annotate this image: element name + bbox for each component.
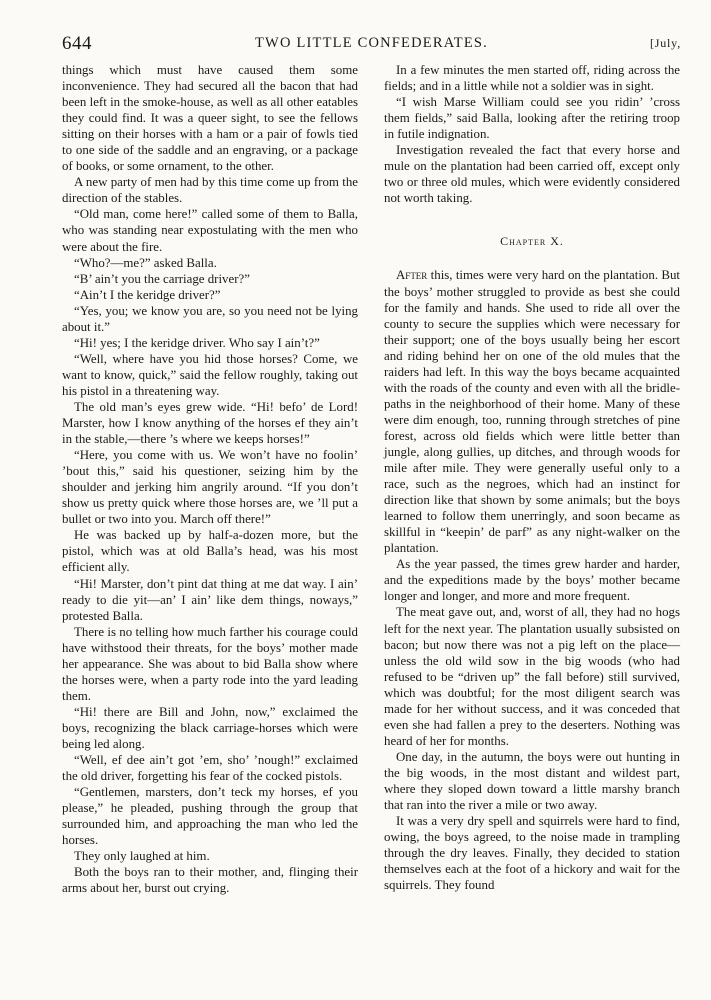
chapter-heading: Chapter X.	[500, 234, 564, 249]
opening-word: After	[396, 268, 428, 283]
paragraph: “Hi! Marster, don’t pint dat thing at me dat way. I ain’ ready to die yit—an’ I ain’ like dem things, noways,” protested Balla.	[62, 576, 358, 623]
paragraph: As the year passed, the times grew harder and harder, and the expeditions made by the boys’ mother became longer and longer, and more and more frequent.	[384, 557, 680, 604]
paragraph: “Yes, you; we know you are, so you need not be lying about it.”	[62, 303, 358, 334]
paragraph: “Gentlemen, marsters, don’t teck my horses, ef you please,” he pleaded, pushing through the group that surrounded him, and approaching the man who led the horses.	[62, 785, 358, 848]
left-column	[62, 62, 358, 896]
paragraph: A new party of men had by this time come up from the direction of the stables.	[62, 175, 358, 206]
paragraph: “Hi! there are Bill and John, now,” exclaimed the boys, recognizing the black carriage-horses which were being led along.	[62, 704, 358, 751]
paragraph: “B’ ain’t you the carriage driver?”	[74, 271, 250, 286]
paragraph: The meat gave out, and, worst of all, they had no hogs left for the next year. The plantation usually subsisted on bacon; but now there was not a pig left on the place—unless the old wild sow in the big woods (who had refused to be “driven up” the fall before) still survived, which was doubtful; for the most diligent search was made for her without success, and it was conceded that even she had fallen a prey to the deserters. Nothing was heard of her for months.	[384, 605, 680, 748]
right-column	[384, 62, 680, 893]
paragraph: They only laughed at him.	[74, 849, 210, 864]
paragraph: One day, in the autumn, the boys were out hunting in the big woods, in the most distant and wildest part, where they sloped down toward a little marshy branch that ran into the river a mile or two away.	[384, 749, 680, 813]
running-title: TWO LITTLE CONFEDERATES.	[255, 35, 488, 51]
paragraph: Both the boys ran to their mother, and, flinging their arms about her, burst out crying.	[62, 865, 358, 896]
paragraph: He was backed up by half-a-dozen more, but the pistol, which was at old Balla’s head, was his most efficient ally.	[62, 528, 358, 575]
page-number: 644	[62, 33, 92, 54]
paragraph: “Hi! yes; I the keridge driver. Who say I ain’t?”	[74, 335, 320, 350]
paragraph: “Well, where have you hid those horses? Come, we want to know, quick,” said the fellow roughly, taking out his pistol in a threatening way.	[62, 351, 358, 398]
paragraph: Investigation revealed the fact that every horse and mule on the plantation had been carried off, except only two or three old mules, which were evidently considered not worth taking.	[384, 143, 680, 206]
running-header	[62, 33, 681, 57]
opening-text: this, times were very hard on the plantation. But the boys’ mother struggled to provide as best she could for the family and hands. She used to ride all over the county to secure the supplies which were necessary for their support; one of the boys usually being her escort and riding behind her on one of the old mules that the raiders had left. In this way the boys became acquainted with the roads of the county and even with all the bridle-paths in the neighborhood of their home. Many of these were dim enough, too, running through stretches of pine forest, across old fields which were little better than jungle, along gullies, up ditches, and through woods for mile after mile. They were generally useful only to a race, such as the negroes, which had an instinct for direction like that shown by some animals; but the boys learned to follow them unerringly, and soon became as skillful in “keepin’ de parf” as any night-walker on the plantation.	[384, 268, 680, 556]
chapter-opening-paragraph	[384, 267, 680, 556]
paragraph: There is no telling how much farther his courage could have withstood their threats, for the boys’ mother made her appearance. She was about to bid Balla show where the horses were, when a party rode into the yard leading them.	[62, 624, 358, 703]
paragraph: “Well, ef dee ain’t got ’em, sho’ ’nough!” exclaimed the old driver, forgetting his fear of the cocked pistols.	[62, 753, 358, 784]
paragraph: “Who?—me?” asked Balla.	[74, 255, 217, 270]
paragraph: things which must have caused them some inconvenience. They had secured all the bacon that had been left in the smoke-house, as well as all other eatables they could find. It was a queer sight, to see the fellows sitting on their horses with a ham or a pair of fowls tied to one side of the saddle and an engraving, or a package of books, or some ornament, to the other.	[62, 63, 358, 174]
paragraph: “I wish Marse William could see you ridin’ ’cross them fields,” said Balla, looking after the retiring troop in futile indignation.	[384, 95, 680, 142]
running-date: [July,	[649, 36, 681, 50]
paragraph: It was a very dry spell and squirrels were hard to find, owing, the boys agreed, to the noise made in trampling through the dry leaves. Finally, they decided to station themselves each at the foot of a hickory and wait for the squirrels. They found	[384, 814, 680, 893]
paragraph: The old man’s eyes grew wide. “Hi! befo’ de Lord! Marster, how I know anything of the horses ef they ain’t in the stable,—there ’s where we keeps horses!”	[62, 399, 358, 447]
paragraph: “Here, you come with us. We won’t have no foolin’ ’bout this,” said his questioner, seizing him by the shoulder and jerking him angrily around. “If you don’t show us pretty quick where those horses are, we ’ll put a bullet or two into you. March off there!”	[62, 448, 358, 527]
paragraph: “Ain’t I the keridge driver?”	[74, 287, 221, 302]
paragraph: In a few minutes the men started off, riding across the fields; and in a little while not a soldier was in sight.	[384, 63, 680, 94]
paragraph: “Old man, come here!” called some of them to Balla, who was standing near expostulating with the men who were about the fire.	[62, 207, 358, 254]
